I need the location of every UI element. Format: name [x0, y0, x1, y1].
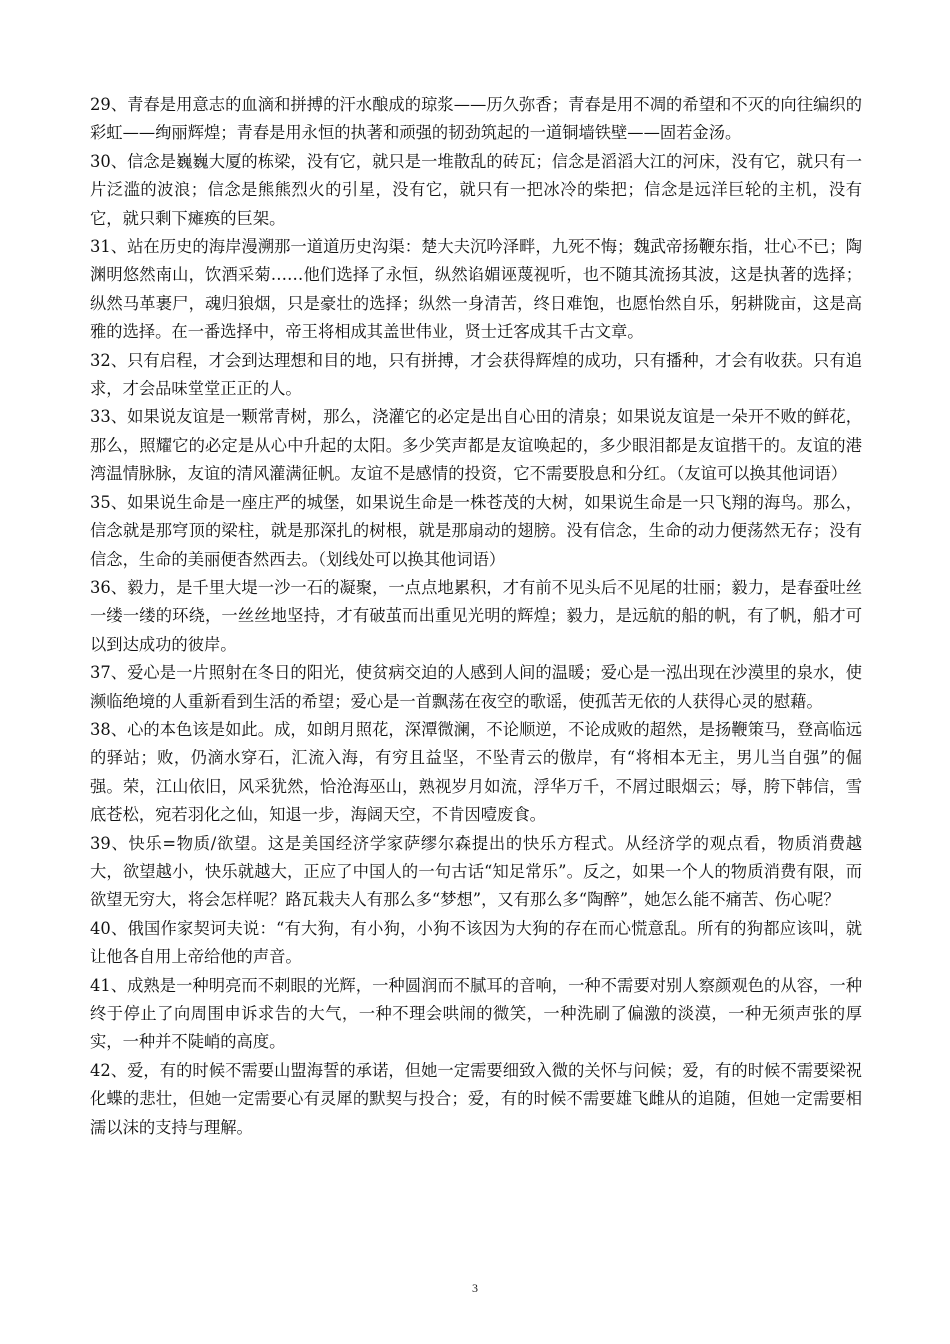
document-body [90, 91, 862, 1142]
paragraph-30: 30、信念是巍巍大厦的栋梁，没有它，就只是一堆散乱的砖瓦；信念是滔滔大江的河床，没有它，就只有一片泛滥的波浪；信念是熊熊烈火的引星，没有它，就只有一把冰冷的柴把；信念是远洋巨轮的主机，没有它，就只剩下瘫痪的巨架。 [90, 151, 862, 228]
paragraph-35: 35、如果说生命是一座庄严的城堡，如果说生命是一株苍茂的大树，如果说生命是一只飞翔的海鸟。那么，信念就是那穹顶的梁柱，就是那深扎的树根，就是那扇动的翅膀。没有信念，生命的动力便荡然无存；没有信念，生命的美丽便杳然西去。（划线处可以换其他词语） [90, 492, 862, 569]
page-number: 3 [472, 1281, 478, 1295]
paragraph-36: 36、毅力，是千里大堤一沙一石的凝聚，一点点地累积，才有前不见头后不见尾的壮丽；毅力，是春蚕吐丝一缕一缕的环绕，一丝丝地坚持，才有破茧而出重见光明的辉煌；毅力，是远航的船的帆，有了帆，船才可以到达成功的彼岸。 [90, 577, 862, 654]
paragraph-39: 39、快乐=物质/欲望。这是美国经济学家萨缪尔森提出的快乐方程式。从经济学的观点看，物质消费越大，欲望越小，快乐就越大，正应了中国人的一句古话“知足常乐”。反之，如果一个人的物质消费有限，而欲望无穷大，将会怎样呢？路瓦栽夫人有那么多“梦想”，又有那么多“陶醉”，她怎么能不痛苦、伤心呢？ [90, 833, 862, 910]
paragraph-40: 40、俄国作家契诃夫说：“有大狗，有小狗，小狗不该因为大狗的存在而心慌意乱。所有的狗都应该叫，就让他各自用上帝给他的声音。 [90, 918, 862, 967]
paragraph-38: 38、心的本色该是如此。成，如朗月照花，深潭微澜，不论顺逆，不论成败的超然，是扬鞭策马，登高临远的驿站；败，仍滴水穿石，汇流入海，有穷且益坚，不坠青云的傲岸，有“将相本无主，男儿当自强”的倔强。荣，江山依旧，风采犹然，恰沧海巫山，熟视岁月如流，浮华万千，不屑过眼烟云；辱，胯下韩信，雪底苍松，宛若羽化之仙，知退一步，海阔天空，不肯因噎废食。 [90, 719, 862, 825]
paragraph-41: 41、成熟是一种明亮而不刺眼的光辉，一种圆润而不腻耳的音响，一种不需要对别人察颜观色的从容，一种终于停止了向周围申诉求告的大气，一种不理会哄闹的微笑，一种洗刷了偏激的淡漠，一种无须声张的厚实，一种并不陡峭的高度。 [90, 975, 862, 1052]
paragraph-33: 33、如果说友谊是一颗常青树，那么，浇灌它的必定是出自心田的清泉；如果说友谊是一朵开不败的鲜花，那么，照耀它的必定是从心中升起的太阳。多少笑声都是友谊唤起的，多少眼泪都是友谊揩干的。友谊的港湾温情脉脉，友谊的清风灌满征帆。友谊不是感情的投资，它不需要股息和分红。（友谊可以换其他词语） [90, 407, 862, 484]
paragraph-31: 31、站在历史的海岸漫溯那一道道历史沟渠：楚大夫沉吟泽畔，九死不悔；魏武帝扬鞭东指，壮心不已；陶渊明悠然南山，饮酒采菊……他们选择了永恒，纵然谄媚诬蔑视听，也不随其流扬其波，这是执著的选择；纵然马革裹尸，魂归狼烟，只是豪壮的选择；纵然一身清苦，终日难饱，也愿怡然自乐，躬耕陇亩，这是高雅的选择。在一番选择中，帝王将相成其盖世伟业，贤士迁客成其千古文章。 [90, 237, 862, 342]
paragraph-32: 32、只有启程，才会到达理想和目的地，只有拼搏，才会获得辉煌的成功，只有播种，才会有收获。只有追求，才会品味堂堂正正的人。 [90, 350, 862, 399]
paragraph-42: 42、爱，有的时候不需要山盟海誓的承诺，但她一定需要细致入微的关怀与问候；爱，有的时候不需要梁祝化蝶的悲壮，但她一定需要心有灵犀的默契与投合；爱，有的时候不需要雄飞雌从的追随，但她一定需要相濡以沫的支持与理解。 [90, 1060, 862, 1137]
paragraph-37: 37、爱心是一片照射在冬日的阳光，使贫病交迫的人感到人间的温暖；爱心是一泓出现在沙漠里的泉水，使濒临绝境的人重新看到生活的希望；爱心是一首飘荡在夜空的歌谣，使孤苦无依的人获得心灵的慰藉。 [90, 663, 862, 711]
paragraph-29: 29、青春是用意志的血滴和拼搏的汗水酿成的琼浆——历久弥香；青春是用不凋的希望和不灭的向往编织的彩虹——绚丽辉煌；青春是用永恒的执著和顽强的韧劲筑起的一道铜墙铁壁——固若金汤。 [90, 95, 862, 143]
